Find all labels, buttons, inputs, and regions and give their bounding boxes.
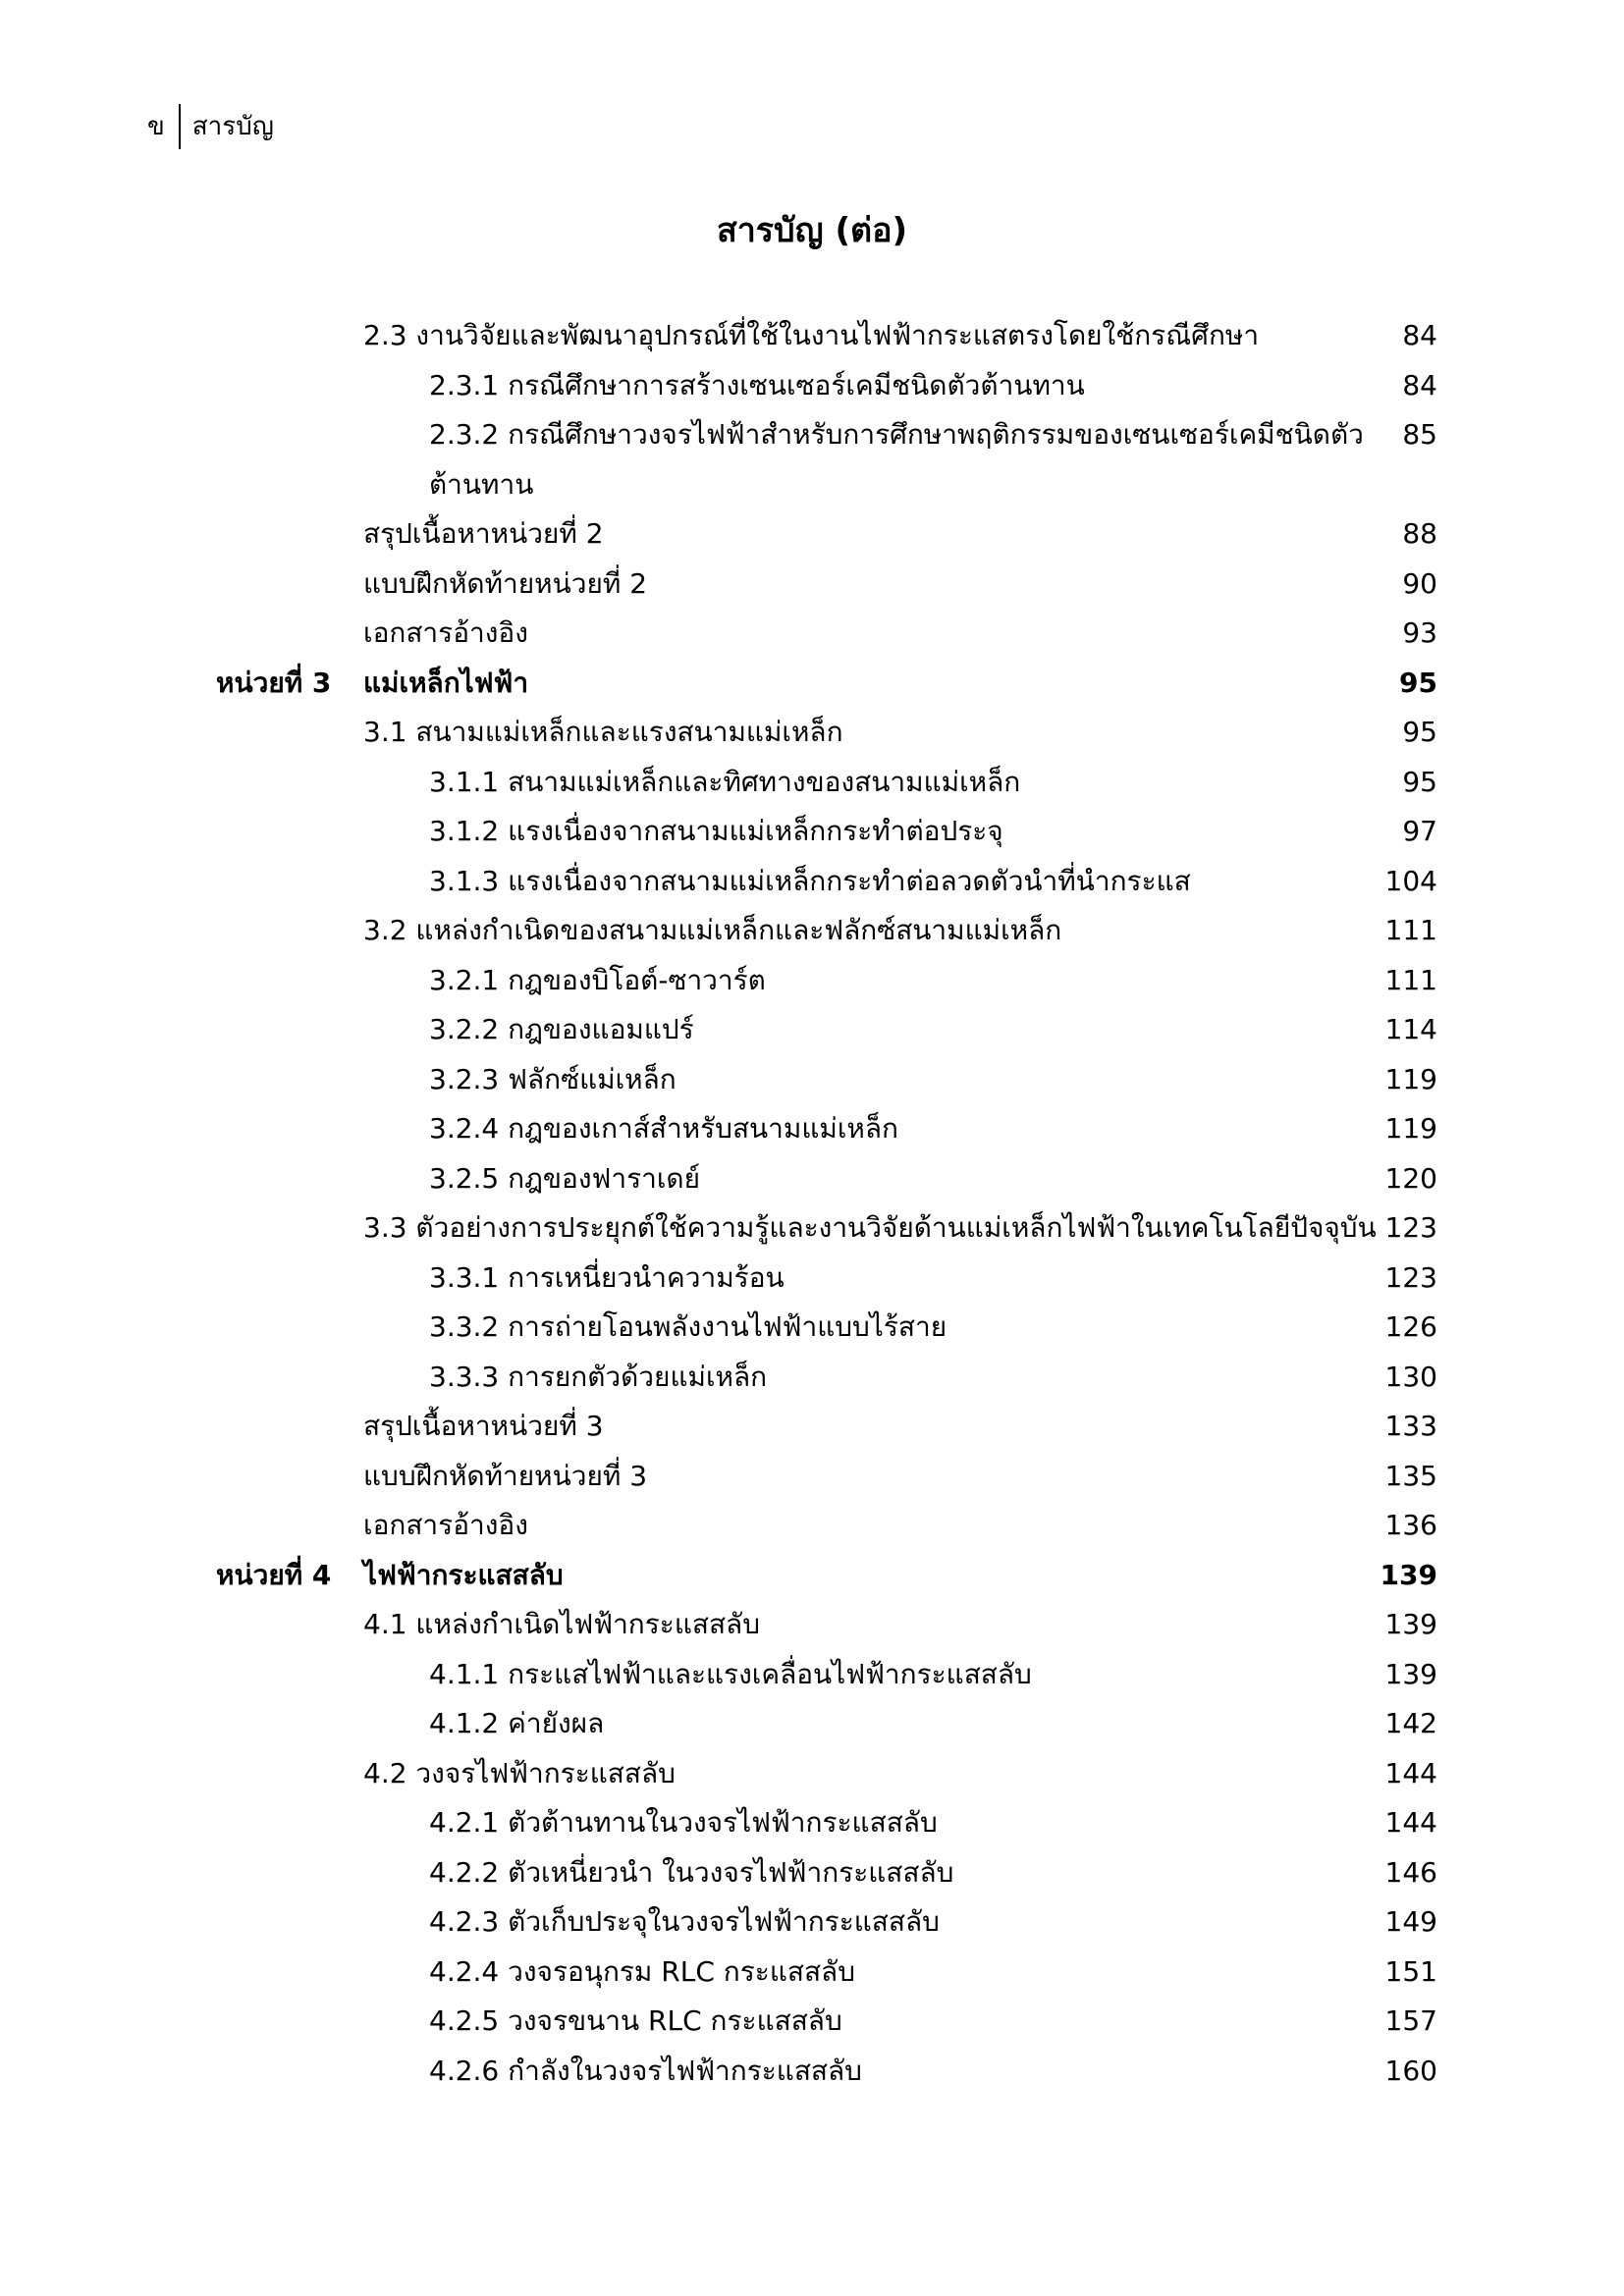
- toc-unit-row: [0, 1551, 1624, 1601]
- toc-row: [0, 1501, 1624, 1551]
- toc-entry-label: 3.3.2 การถ่ายโอนพลังงานไฟฟ้าแบบไร้สาย: [429, 1310, 947, 1343]
- toc-row: [0, 758, 1624, 808]
- toc-entry-label: 2.3.1 กรณีศึกษาการสร้างเซนเซอร์เคมีชนิดตัวต้านทาน: [429, 368, 1085, 401]
- toc-row: [0, 509, 1624, 560]
- toc-row: [0, 361, 1624, 411]
- toc-row: [0, 1055, 1624, 1105]
- toc-page-number: 95: [1399, 666, 1437, 699]
- toc-entry-label: แบบฝึกหัดท้ายหน่วยที่ 2: [363, 566, 648, 600]
- toc-page-number: 160: [1384, 2054, 1437, 2087]
- toc-row: [0, 807, 1624, 857]
- toc-unit-number: หน่วยที่ 4: [216, 1558, 332, 1591]
- toc-entry-label: 3.1.1 สนามแม่เหล็กและทิศทางของสนามแม่เหล็ก: [429, 765, 1021, 798]
- toc-page-number: 111: [1384, 963, 1437, 996]
- toc-row: [0, 1104, 1624, 1154]
- toc-page-number: 139: [1384, 1608, 1437, 1640]
- toc-row: [0, 956, 1624, 1006]
- toc-page-number: 90: [1402, 566, 1437, 600]
- toc-page-number: 97: [1402, 815, 1437, 847]
- toc-page-number: 144: [1384, 1806, 1437, 1839]
- toc-row: [0, 1699, 1624, 1749]
- toc-page-number: 120: [1384, 1161, 1437, 1195]
- toc-page-number: 133: [1384, 1410, 1437, 1442]
- toc-entry-label: 3.2.4 กฎของเกาส์สำหรับสนามแม่เหล็ก: [429, 1112, 898, 1145]
- toc-page-number: 85: [1402, 418, 1437, 451]
- page-marker: ข: [147, 112, 165, 141]
- toc-row: [0, 609, 1624, 659]
- running-header: [147, 104, 274, 149]
- table-of-contents: [0, 311, 1624, 2096]
- toc-entry-label: 3.2.3 ฟลักซ์แม่เหล็ก: [429, 1062, 677, 1095]
- toc-entry-label: 3.2 แหล่งกำเนิดของสนามแม่เหล็กและฟลักซ์สนามแม่เหล็ก: [363, 914, 1062, 946]
- toc-entry-label: 4.2.6 กำลังในวงจรไฟฟ้ากระแสสลับ: [429, 2054, 862, 2087]
- toc-entry-label: 2.3 งานวิจัยและพัฒนาอุปกรณ์ที่ใช้ในงานไฟฟ้ากระแสตรงโดยใช้กรณีศึกษา: [363, 319, 1260, 351]
- toc-entry-label: 3.2.5 กฎของฟาราเดย์: [429, 1161, 700, 1195]
- page-title: สารบัญ (ต่อ): [716, 211, 908, 250]
- toc-row: [0, 311, 1624, 361]
- toc-page-number: 119: [1384, 1062, 1437, 1095]
- toc-page-number: 135: [1384, 1459, 1437, 1492]
- toc-entry-label: 4.2.1 ตัวต้านทานในวงจรไฟฟ้ากระแสสลับ: [429, 1806, 938, 1839]
- toc-entry-label: 3.1.3 แรงเนื่องจากสนามแม่เหล็กกระทำต่อลวดตัวนำที่นำกระแส: [429, 864, 1191, 897]
- toc-page-number: 157: [1384, 2004, 1437, 2037]
- toc-page-number: 123: [1384, 1211, 1437, 1244]
- toc-page-number: 104: [1384, 864, 1437, 897]
- toc-row: [0, 1154, 1624, 1204]
- toc-row: [0, 410, 1624, 460]
- toc-row: [0, 1303, 1624, 1353]
- toc-page-number: 84: [1402, 368, 1437, 401]
- toc-page-number: 142: [1384, 1707, 1437, 1739]
- toc-page-number: 149: [1384, 1905, 1437, 1938]
- toc-entry-label: 3.1 สนามแม่เหล็กและแรงสนามแม่เหล็ก: [363, 716, 843, 748]
- toc-row: [0, 1452, 1624, 1502]
- toc-row: [0, 2047, 1624, 2097]
- toc-entry-label: 4.2.4 วงจรอนุกรม RLC กระแสสลับ: [429, 1954, 855, 1988]
- toc-entry-label: แม่เหล็กไฟฟ้า: [363, 666, 529, 699]
- toc-entry-label: 3.3 ตัวอย่างการประยุกต์ใช้ความรู้และงานวิจัยด้านแม่เหล็กไฟฟ้าในเทคโนโลยีปัจจุบัน: [363, 1211, 1377, 1244]
- toc-row: [0, 1254, 1624, 1304]
- toc-entry-label: 4.2.3 ตัวเก็บประจุในวงจรไฟฟ้ากระแสสลับ: [429, 1905, 940, 1938]
- toc-entry-label: 2.3.2 กรณีศึกษาวงจรไฟฟ้าสำหรับการศึกษาพฤติกรรมของเซนเซอร์เคมีชนิดตัว: [429, 418, 1364, 451]
- toc-row: [0, 1353, 1624, 1403]
- toc-page-number: 111: [1384, 914, 1437, 946]
- toc-page-number: 136: [1384, 1509, 1437, 1541]
- toc-row: [0, 460, 1624, 510]
- toc-row: [0, 1798, 1624, 1848]
- header-divider: [179, 104, 181, 149]
- toc-entry-label: 4.2 วงจรไฟฟ้ากระแสสลับ: [363, 1756, 676, 1789]
- toc-page-number: 119: [1384, 1112, 1437, 1145]
- toc-row: [0, 1897, 1624, 1948]
- toc-page-number: 126: [1384, 1310, 1437, 1343]
- toc-row: [0, 708, 1624, 758]
- toc-entry-label: 4.2.2 ตัวเหนี่ยวนำ ในวงจรไฟฟ้ากระแสสลับ: [429, 1855, 954, 1889]
- toc-entry-label: แบบฝึกหัดท้ายหน่วยที่ 3: [363, 1459, 648, 1492]
- toc-entry-label: 3.1.2 แรงเนื่องจากสนามแม่เหล็กกระทำต่อประจุ: [429, 815, 1003, 847]
- toc-entry-label: สรุปเนื้อหาหน่วยที่ 2: [363, 517, 604, 550]
- toc-entry-label: 4.1.2 ค่ายังผล: [429, 1707, 605, 1739]
- toc-entry-label: ไฟฟ้ากระแสสลับ: [363, 1558, 564, 1591]
- toc-page-number: 93: [1402, 616, 1437, 649]
- toc-row: [0, 1600, 1624, 1650]
- toc-entry-label: 4.1.1 กระแสไฟฟ้าและแรงเคลื่อนไฟฟ้ากระแสสลับ: [429, 1657, 1032, 1690]
- toc-page-number: 95: [1402, 716, 1437, 748]
- toc-page-number: 146: [1384, 1855, 1437, 1889]
- toc-page-number: 130: [1384, 1360, 1437, 1393]
- toc-entry-label: 4.1 แหล่งกำเนิดไฟฟ้ากระแสสลับ: [363, 1608, 760, 1640]
- toc-entry-label: 3.3.3 การยกตัวด้วยแม่เหล็ก: [429, 1360, 768, 1393]
- toc-row: [0, 857, 1624, 907]
- toc-entry-label: 3.3.1 การเหนี่ยวนำความร้อน: [429, 1260, 785, 1294]
- toc-row: [0, 1402, 1624, 1452]
- toc-row: [0, 1848, 1624, 1898]
- header-section-title: สารบัญ: [191, 112, 274, 141]
- toc-page-number: 84: [1402, 319, 1437, 351]
- toc-unit-row: [0, 659, 1624, 709]
- toc-page-number: 114: [1384, 1013, 1437, 1045]
- toc-row: [0, 1997, 1624, 2047]
- toc-entry-label: 3.2.2 กฎของแอมแปร์: [429, 1013, 694, 1045]
- toc-page-number: 151: [1384, 1954, 1437, 1988]
- toc-entry-label: สรุปเนื้อหาหน่วยที่ 3: [363, 1410, 604, 1442]
- toc-row: [0, 560, 1624, 610]
- toc-row: [0, 1948, 1624, 1998]
- toc-row: [0, 1005, 1624, 1055]
- toc-page-number: 144: [1384, 1756, 1437, 1789]
- toc-row: [0, 906, 1624, 956]
- toc-entry-label: 3.2.1 กฎของบิโอต์-ซาวาร์ต: [429, 963, 766, 996]
- toc-row: [0, 1749, 1624, 1799]
- toc-page-number: 88: [1402, 517, 1437, 550]
- toc-entry-label: เอกสารอ้างอิง: [363, 616, 528, 649]
- toc-unit-number: หน่วยที่ 3: [216, 666, 332, 699]
- toc-entry-label: เอกสารอ้างอิง: [363, 1509, 528, 1541]
- toc-page-number: 139: [1384, 1657, 1437, 1690]
- toc-entry-label: 4.2.5 วงจรขนาน RLC กระแสสลับ: [429, 2004, 842, 2037]
- toc-entry-label: ต้านทาน: [429, 467, 534, 501]
- toc-page-number: 123: [1384, 1260, 1437, 1294]
- toc-row: [0, 1650, 1624, 1700]
- toc-row: [0, 1203, 1624, 1254]
- toc-page-number: 95: [1402, 765, 1437, 798]
- toc-page-number: 139: [1380, 1558, 1437, 1591]
